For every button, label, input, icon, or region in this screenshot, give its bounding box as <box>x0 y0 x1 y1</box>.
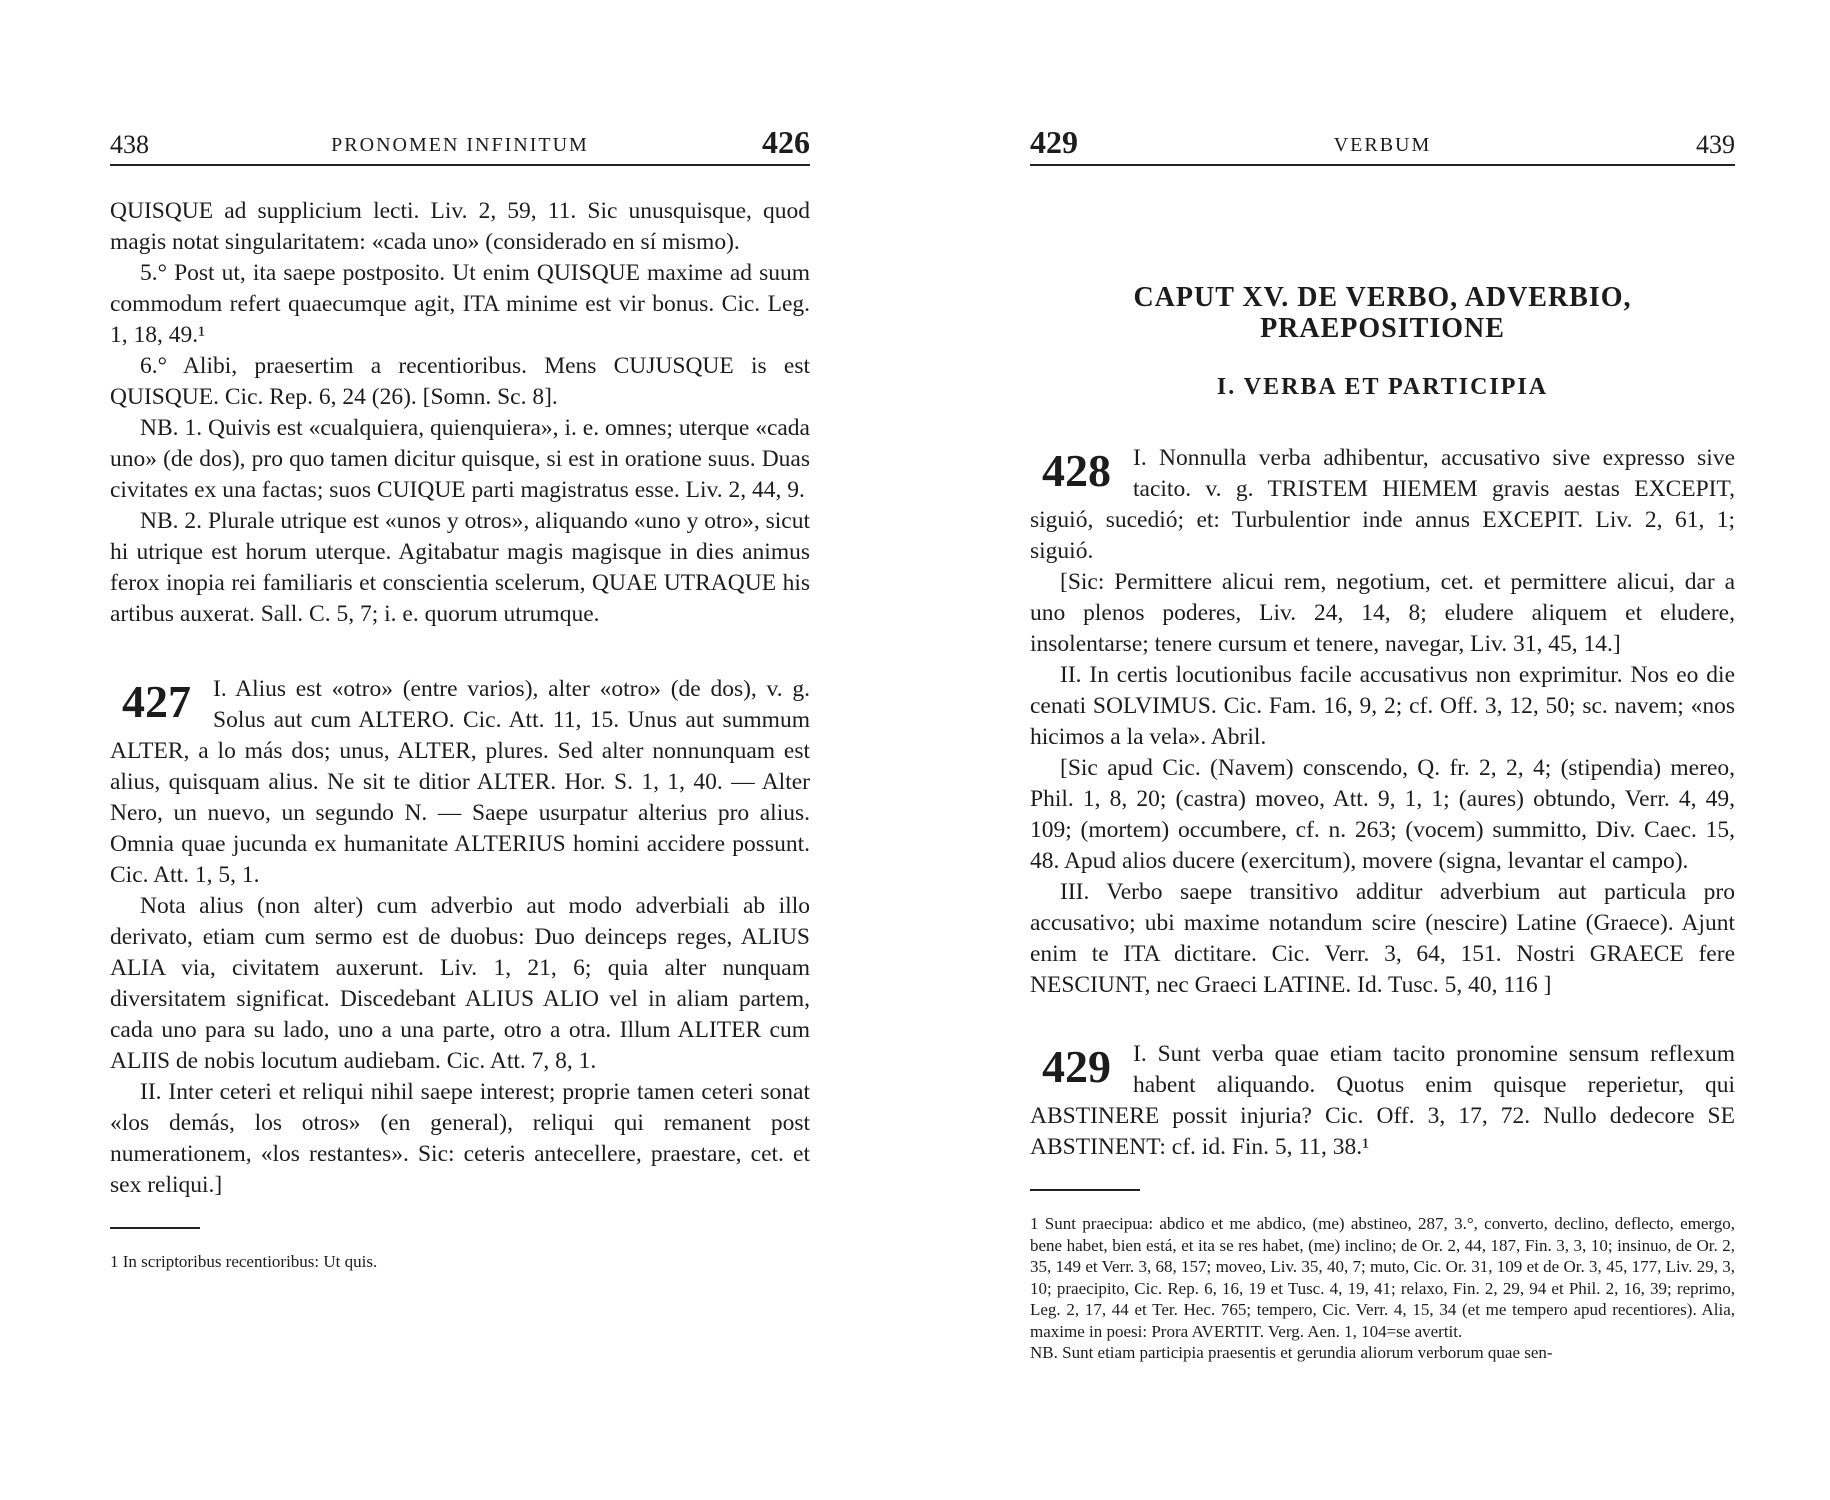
right-footnote-1: 1 Sunt praecipua: abdico et me abdico, (me) abstineo, 287, 3.°, converto, declino, deflecto, emergo, bene habet, bien está, et ita se res habet, (me) inclino; de Or. 2, 44, 187, Fin. 3, 3, 10; insinuo, de Or. 2, 35, 149 et Verr. 3, 68, 157; moveo, Liv. 35, 40, 7; muto, Cic. Or. 31, 109 et de Or. 3, 45, 177, Liv. 29, 3, 10; praecipito, Cic. Rep. 6, 16, 19 et Tusc. 4, 19, 41; relaxo, Fin. 2, 29, 94 et Phil. 2, 16, 39; reprimo, Leg. 2, 17, 44 et Ter. Hec. 765; tempero, Cic. Verr. 4, 15, 34 (et me tempero apud recentiores). Alia, maxime in poesi: Prora AVERTIT. Verg. Aen. 1, 104=se avertit. <box>1030 1214 1735 1341</box>
left-paragraph-3: 6.° Alibi, praesertim a recentioribus. Mens CUJUSQUE is est QUISQUE. Cic. Rep. 6, 24 (26). [Somn. Sc. 8]. <box>110 353 810 410</box>
right-page-header <box>1030 118 1735 166</box>
left-running-head: PRONOMEN INFINITUM <box>331 134 589 156</box>
chapter-subheading: I. VERBA ET PARTICIPIA <box>1216 374 1549 400</box>
chapter-heading: CAPUT XV. DE VERBO, ADVERBIO, PRAEPOSITIONE <box>1133 282 1632 344</box>
section-428 <box>1030 443 1735 1001</box>
section-427-paragraph-1: I. Alius est «otro» (entre varios), alter «otro» (de dos), v. g. Solus aut cum ALTERO. Cic. Att. 11, 15. Unus aut summum ALTER, a lo más dos; unus, ALTER, plures. Sed alter nonnunquam est alius, quisquam alius. Ne sit te ditior ALTER. Hor. S. 1, 1, 40. — Alter Nero, un nuevo, un segundo N. — Saepe usurpatur alterius pro alius. Omnia quae jucunda ex humanitate ALTERIUS homini accidere possunt. Cic. Att. 1, 5, 1. <box>110 676 810 888</box>
left-footnote: 1 In scriptoribus recentioribus: Ut quis. <box>110 1252 378 1271</box>
section-428-number: 428 <box>1042 445 1111 496</box>
left-paragraph-1: QUISQUE ad supplicium lecti. Liv. 2, 59, 11. Sic unusquisque, quod magis notat singularitatem: «cada uno» (considerado en sí mismo). <box>110 198 810 255</box>
right-page-number: 439 <box>1696 130 1735 159</box>
section-427 <box>110 674 810 1201</box>
section-429-number: 429 <box>1042 1041 1111 1092</box>
section-428-paragraph-5: III. Verbo saepe transitivo additur adverbium aut particula pro accusativo; ubi maxime notandum scire (nescire) Latine (Graece). Ajunt enim te ITA dictitare. Cic. Verr. 3, 64, 151. Nostri GRAECE fere NESCIUNT, nec Graeci LATINE. Id. Tusc. 5, 40, 116 ] <box>1030 879 1735 998</box>
right-running-head: VERBUM <box>1333 134 1432 156</box>
section-428-paragraph-2: [Sic: Permittere alicui rem, negotium, cet. et permittere alicui, dar a uno plenos poderes, Liv. 24, 14, 8; eludere aliquem et eludere, insolentarse; tenere cursum et tenere, navegar, Liv. 31, 45, 14.] <box>1030 569 1735 657</box>
left-body <box>110 196 810 1273</box>
section-427-paragraph-2: Nota alius (non alter) cum adverbio aut modo adverbiali ab illo derivato, etiam cum sermo est de duobus: Duo deinceps reges, ALIUS ALIA via, civitatem auxerunt. Liv. 1, 21, 6; quia alter nunquam diversitatem significat. Discedebant ALIUS ALIO vel in aliam partem, cada uno para su lado, uno a una parte, otro a otra. Illum ALITER cum ALIIS de nobis locutum audiebam. Cic. Att. 7, 8, 1. <box>110 893 810 1074</box>
section-428-paragraph-1: I. Nonnulla verba adhibentur, accusativo sive expresso sive tacito. v. g. TRISTEM HIEMEM gravis aestas EXCEPIT, siguió, sucedió; et: Turbulentior inde annus EXCEPIT. Liv. 2, 61, 1; siguió. <box>1030 445 1735 564</box>
left-paragraph-nb2: NB. 2. Plurale utrique est «unos y otros», aliquando «uno y otro», sicut hi utrique est horum uterque. Agitabatur magis magisque in dies animus ferox inopia rei familiaris et conscientia scelerum, QUAE UTRAQUE his artibus auxerat. Sall. C. 5, 7; i. e. quorum utrumque. <box>110 508 810 627</box>
right-footnote-rule <box>1030 1189 1140 1191</box>
section-427-number: 427 <box>122 676 191 727</box>
left-section-number: 426 <box>762 124 810 160</box>
right-footnote-2: NB. Sunt etiam participia praesentis et gerundia aliorum verborum quae sen- <box>1030 1343 1553 1362</box>
section-428-paragraph-3: II. In certis locutionibus facile accusativus non exprimitur. Nos eo die cenati SOLVIMUS. Cic. Fam. 16, 9, 2; cf. Off. 3, 12, 50; sc. navem; «nos hicimos a la vela». Abril. <box>1030 662 1735 750</box>
right-body <box>1030 282 1735 1364</box>
section-429-paragraph-1: I. Sunt verba quae etiam tacito pronomine sensum reflexum habent aliquando. Quotus enim quisque reperietur, qui ABSTINERE possit injuria? Cic. Off. 3, 17, 72. Nullo dedecore SE ABSTINENT: cf. id. Fin. 5, 11, 38.¹ <box>1030 1041 1735 1160</box>
right-section-number: 429 <box>1030 124 1078 160</box>
left-page <box>110 0 810 1500</box>
left-footnote-rule <box>110 1227 200 1229</box>
section-429 <box>1030 1039 1735 1163</box>
left-paragraph-2: 5.° Post ut, ita saepe postposito. Ut enim QUISQUE maxime ad suum commodum refert quaecumque agit, ITA minime est vir bonus. Cic. Leg. 1, 18, 49.¹ <box>110 260 810 348</box>
left-page-number: 438 <box>110 130 149 159</box>
right-page <box>1030 0 1735 1500</box>
section-427-paragraph-3: II. Inter ceteri et reliqui nihil saepe interest; proprie tamen ceteri sonat «los demás, los otros» (en general), reliqui qui remanent post numerationem, «los restantes». Sic: ceteris antecellere, praestare, cet. et sex reliqui.] <box>110 1079 810 1198</box>
left-paragraph-nb1: NB. 1. Quivis est «cualquiera, quienquiera», i. e. omnes; uterque «cada uno» (de dos), pro quo tamen dicitur quisque, si est in oratione suus. Duas civitates ex una factas; suos CUIQUE parti magistratus esse. Liv. 2, 44, 9. <box>110 415 810 503</box>
section-428-paragraph-4: [Sic apud Cic. (Navem) conscendo, Q. fr. 2, 2, 4; (stipendia) mereo, Phil. 1, 8, 20; (castra) moveo, Att. 9, 1, 1; (aures) obtundo, Verr. 4, 49, 109; (mortem) occumbere, cf. n. 263; (vocem) summitto, Div. Caec. 15, 48. Apud alios ducere (exercitum), movere (signa, levantar el campo). <box>1030 755 1735 874</box>
left-page-header <box>110 118 810 166</box>
